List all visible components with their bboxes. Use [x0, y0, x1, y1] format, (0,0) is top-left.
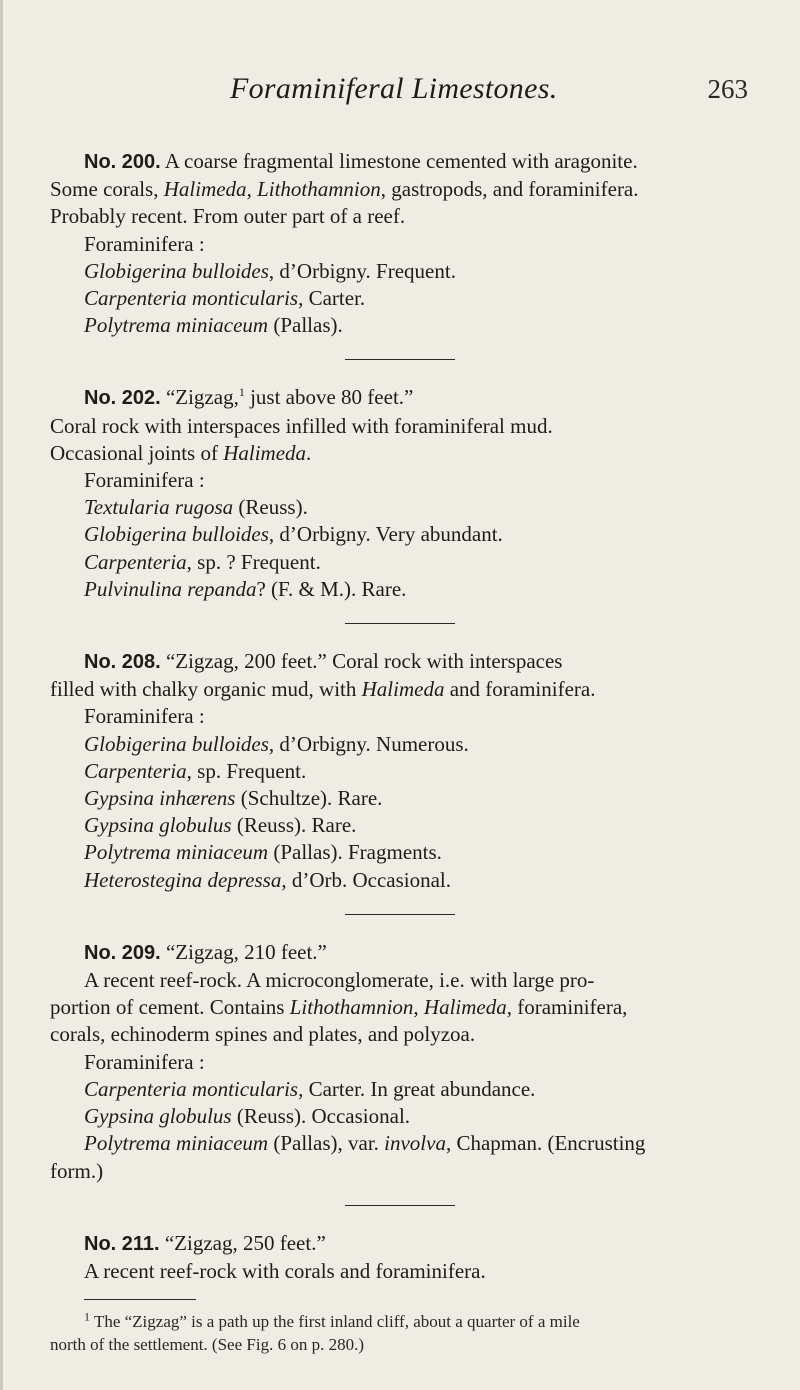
species-line-wrap: form.) — [50, 1158, 104, 1183]
species-line: Gypsina globulus (Reuss). Occasional. — [84, 1104, 411, 1129]
species-line: Carpenteria monticularis, Carter. In great abundance. — [84, 1076, 536, 1101]
section-rule — [345, 623, 455, 624]
species-line: Polytrema miniaceum (Pallas), var. involva, Chapman. (Encrusting — [84, 1131, 646, 1156]
entry-208-line-1: No. 208. “Zigzag, 200 feet.” Coral rock with interspaces — [84, 649, 563, 674]
body-text — [50, 148, 750, 1356]
footnote-separator — [84, 1299, 196, 1300]
page-edge-shadow — [0, 0, 3, 1390]
species-line: Pulvinulina repanda? (F. & M.). Rare. — [84, 576, 407, 601]
footnote-mark: 1 — [84, 1309, 90, 1324]
species-line: Globigerina bulloides, d’Orbigny. Very abundant. — [84, 522, 503, 547]
foraminifera-label: Foraminifera : — [84, 1049, 205, 1074]
specimen-number: No. 200. — [84, 151, 161, 173]
species-line: Gypsina globulus (Reuss). Rare. — [84, 813, 357, 838]
entry-202-line-2: Coral rock with interspaces infilled with foraminiferal mud. — [50, 413, 553, 438]
entry-200-line-1: No. 200. A coarse fragmental limestone cemented with aragonite. — [84, 149, 638, 173]
entry-209-line-1: No. 209. “Zigzag, 210 feet.” — [84, 939, 327, 964]
footnote — [50, 1310, 750, 1356]
species-line: Carpenteria, sp. Frequent. — [84, 758, 307, 783]
species-line: Carpenteria, sp. ? Frequent. — [84, 549, 321, 574]
entry-202-line-3: Occasional joints of Halimeda. — [50, 440, 312, 465]
running-head: Foraminiferal Limestones. — [230, 72, 558, 105]
entry-200 — [50, 148, 750, 339]
species-line: Polytrema miniaceum (Pallas). Fragments. — [84, 840, 442, 865]
section-rule — [345, 359, 455, 360]
species-line: Gypsina inhærens (Schultze). Rare. — [84, 786, 383, 811]
entry-200-line-2: Some corals, Halimeda, Lithothamnion, gastropods, and foraminifera. — [50, 177, 639, 202]
entry-200-line-3: Probably recent. From outer part of a reef. — [50, 204, 406, 229]
entry-209-line-3: portion of cement. Contains Lithothamnion, Halimeda, foraminifera, — [50, 995, 628, 1020]
footnote-mark: 1 — [238, 385, 245, 400]
entry-202-line-1: No. 202. “Zigzag,$^1$ just above 80 feet.” — [84, 385, 414, 410]
species-line: Textularia rugosa (Reuss). — [84, 495, 308, 520]
species-line: Polytrema miniaceum (Pallas). — [84, 313, 343, 338]
section-rule — [345, 1205, 455, 1206]
footnote-line-1: $^1$ The “Zigzag” is a path up the first inland cliff, about a quarter of a mile — [84, 1309, 580, 1332]
entry-211 — [50, 1230, 750, 1285]
entry-202 — [50, 384, 750, 603]
page-header — [0, 72, 800, 112]
foraminifera-label: Foraminifera : — [84, 704, 205, 729]
species-line: Globigerina bulloides, d’Orbigny. Frequent. — [84, 258, 456, 283]
entry-209-line-4: corals, echinoderm spines and plates, and polyzoa. — [50, 1022, 476, 1047]
page-number: 263 — [707, 74, 748, 104]
foraminifera-label: Foraminifera : — [84, 231, 205, 256]
entry-209 — [50, 939, 750, 1185]
foraminifera-label: Foraminifera : — [84, 468, 205, 493]
species-line: Carpenteria monticularis, Carter. — [84, 286, 366, 311]
footnote-line-2: north of the settlement. (See Fig. 6 on p. 280.) — [50, 1335, 364, 1355]
species-line: Heterostegina depressa, d’Orb. Occasional. — [84, 867, 452, 892]
entry-208-line-2: filled with chalky organic mud, with Halimeda and foraminifera. — [50, 677, 596, 702]
species-line: Globigerina bulloides, d’Orbigny. Numerous. — [84, 731, 469, 756]
entry-209-line-2: A recent reef-rock. A microconglomerate, i.e. with large pro- — [84, 968, 595, 993]
section-rule — [345, 914, 455, 915]
entry-211-line-1: No. 211. “Zigzag, 250 feet.” — [84, 1230, 326, 1255]
entry-211-line-2: A recent reef-rock with corals and foraminifera. — [84, 1258, 486, 1283]
entry-208 — [50, 648, 750, 894]
